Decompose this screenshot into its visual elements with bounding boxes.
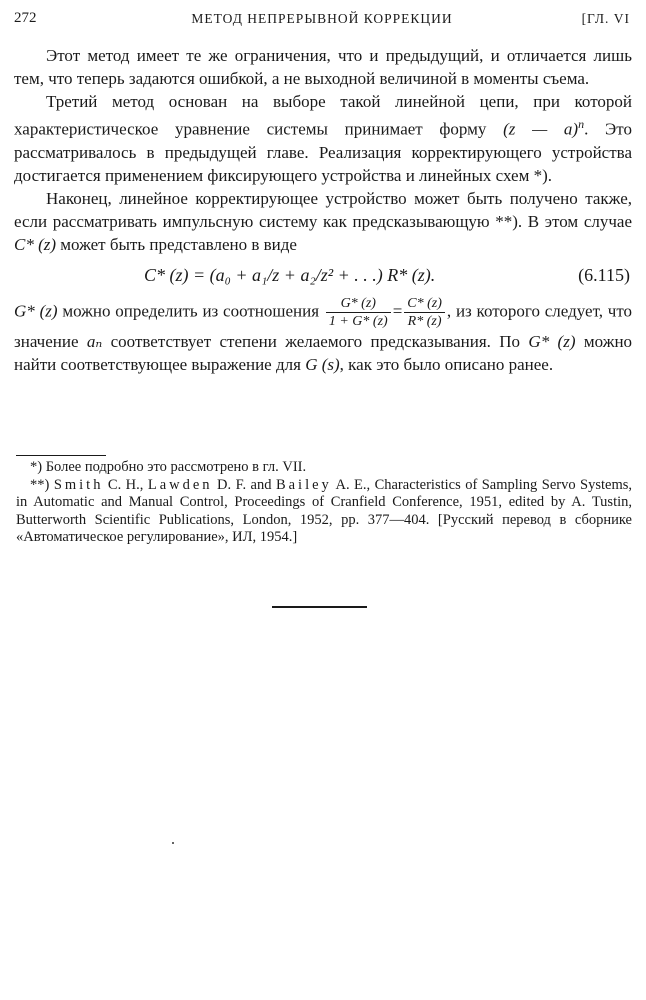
paragraph-4-rest4: , как это было описано ранее.: [339, 354, 554, 374]
author-lawden-initials: D. F. and: [212, 476, 276, 493]
fraction-output-input: [404, 295, 445, 330]
c-star-expr: C* (z): [14, 234, 57, 254]
fraction-closed-loop: [326, 295, 391, 330]
chapter-marker: [ГЛ. VI: [581, 11, 630, 26]
paragraph-4-lead: можно определить из соотношения: [62, 301, 320, 321]
g-star-expr-2: G* (z): [528, 331, 576, 351]
equation-number: (6.115): [578, 264, 630, 285]
paragraph-2-tail: . Это рассматривалось в предыдущей главе. Реализация корректирующего устройства достигается применением фиксирующего устройства и линейных схем *).: [14, 119, 632, 185]
author-lawden: Lawden: [147, 476, 213, 493]
main-text: [14, 44, 632, 376]
footnote-2-mark: **): [30, 476, 50, 493]
page-header: [14, 10, 630, 32]
equation-6-115: [14, 259, 632, 291]
equation-expr: C* (z) = (a₀ + a₁/z + a₂/z² + . . .) R* (z).: [144, 264, 436, 285]
scan-speck: [172, 842, 174, 844]
paragraph-2: [14, 90, 632, 187]
fraction-2-numerator: C* (z): [404, 295, 445, 313]
paragraph-1: Этот метод имеет те же ограничения, что и предыдущий, и отличается лишь тем, что теперь задаются ошибкой, а не выходной величиной в моменты съема.: [14, 46, 632, 88]
author-smith: Smith: [53, 476, 104, 493]
footnote-1: *) Более подробно это рассмотрено в гл. VII.: [30, 459, 307, 475]
paragraph-4-rest2: соответствует степени желаемого предсказывания. По: [110, 331, 521, 351]
paragraph-2-text: Третий метод основан на выборе такой линейной цепи, при которой характеристическое уравнение системы принимает форму: [14, 92, 632, 139]
fraction-1-numerator: G* (z): [326, 295, 391, 313]
paragraph-4: [14, 295, 632, 376]
equals-sign: =: [392, 301, 403, 321]
footnote-2-citation: A. E., Characteristics of Sampling Servo Systems, in Automatic and Manual Control, Proceedings of Cranfield Conference, 1951, edited by A. Tustin, Butterworth Scientific Publications, London, 1952, pp. 377—404. [Русский перевод в сборнике «Автоматическое регулирование», ИЛ, 1954.]: [16, 476, 633, 545]
a-n-expr: aₙ: [86, 331, 103, 351]
g-star-expr: G* (z): [14, 301, 58, 321]
footnote-separator: [16, 455, 106, 456]
author-smith-initials: C. H.,: [103, 476, 148, 493]
paragraph-3-tail: может быть представлено в виде: [60, 234, 297, 254]
footnotes: [16, 459, 632, 547]
char-poly-exponent: n: [578, 117, 585, 131]
fraction-2-denominator: R* (z): [407, 313, 442, 329]
running-title: МЕТОД НЕПРЕРЫВНОЙ КОРРЕКЦИИ: [191, 11, 453, 26]
fraction-1-denominator: 1 + G* (z): [328, 313, 388, 329]
paragraph-3-text: Наконец, линейное корректирующее устройство может быть получено также, если рассматривать импульсную систему как предсказывающую **). В этом случае: [14, 188, 632, 231]
end-rule: [272, 606, 367, 608]
footnote-2: [16, 477, 632, 547]
paragraph-3: [14, 187, 632, 256]
page-number: 272: [14, 10, 37, 26]
paragraph-4-rest3: можно найти соответствующее выражение для: [14, 331, 633, 374]
paragraph-4-rest: , из которого следует, что значение: [14, 301, 633, 351]
g-s-expr: G (s): [305, 354, 340, 374]
char-poly-expr: (z — a): [503, 119, 579, 139]
author-bailey: Bailey: [275, 476, 332, 493]
